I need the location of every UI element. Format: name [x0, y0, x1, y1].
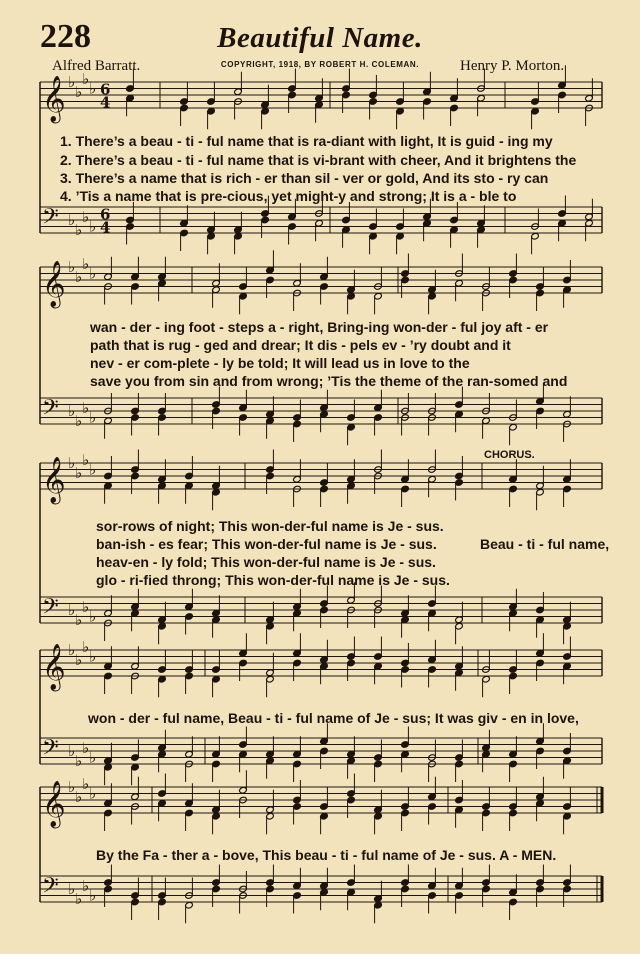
- composer-credit: Henry P. Morton.: [460, 58, 565, 74]
- verse-4-line-3: glo - ri-fied throng; This won-der-ful name is Je - sus.: [96, 572, 450, 588]
- flat-icon: ♭: [68, 211, 76, 229]
- flat-icon: ♭: [75, 889, 83, 908]
- bass-clef-icon: 𝄢: [42, 735, 59, 766]
- flat-icon: ♭: [75, 787, 83, 806]
- flat-icon: ♭: [89, 217, 97, 236]
- flat-icon: ♭: [89, 408, 97, 427]
- treble-clef-icon: 𝄞: [42, 644, 66, 690]
- verse-2-line-1: 2. There’s a beau - ti - ful name that is vi-brant with cheer, And it brightens the: [60, 152, 577, 168]
- treble-clef-icon: 𝄞: [42, 457, 66, 503]
- chorus-line-3: By the Fa - ther a - bove, This beau - ti - ful name of Je - sus. A - MEN.: [96, 847, 557, 863]
- bass-clef-icon: 𝄢: [42, 594, 59, 625]
- flat-icon: ♭: [68, 601, 76, 619]
- chorus-line-2: won - der - ful name, Beau - ti - ful name of Je - sus; It was giv - en in love,: [88, 710, 579, 726]
- flat-icon: ♭: [89, 607, 97, 626]
- flat-icon: ♭: [82, 450, 90, 469]
- flat-icon: ♭: [82, 597, 90, 616]
- lyricist-credit: Alfred Barratt.: [52, 58, 141, 74]
- time-signature-digit: 6: [100, 80, 111, 99]
- flat-icon: ♭: [75, 463, 83, 482]
- flat-icon: ♭: [82, 774, 90, 793]
- flat-icon: ♭: [68, 742, 76, 760]
- bass-clef-icon: 𝄢: [42, 395, 59, 426]
- hymn-title: Beautiful Name.: [217, 22, 423, 54]
- flat-icon: ♭: [82, 254, 90, 273]
- flat-icon: ♭: [68, 880, 76, 898]
- flat-icon: ♭: [89, 784, 97, 803]
- flat-icon: ♭: [75, 751, 83, 770]
- flat-icon: ♭: [89, 748, 97, 767]
- verse-2-line-3: ban-ish - es fear; This won-der-ful name is Je - sus.: [96, 536, 437, 552]
- flat-icon: ♭: [82, 398, 90, 417]
- flat-icon: ♭: [68, 258, 76, 276]
- flat-icon: ♭: [68, 641, 76, 659]
- bass-clef-icon: 𝄢: [42, 873, 59, 904]
- flat-icon: ♭: [82, 207, 90, 226]
- flat-icon: ♭: [75, 267, 83, 286]
- flat-icon: ♭: [82, 738, 90, 757]
- verse-1-line-1: 1. There’s a beau - ti - ful name that is ra-diant with light, It is guid - ing my: [60, 133, 553, 149]
- flat-icon: ♭: [89, 264, 97, 283]
- verse-4-line-2: save you from sin and from wrong; ’Tis the theme of the ran-somed and: [90, 373, 568, 389]
- hymn-number: 228: [40, 18, 91, 55]
- copyright-notice: COPYRIGHT, 1918, BY ROBERT H. COLEMAN.: [220, 60, 420, 69]
- chorus-label: CHORUS.: [484, 449, 535, 461]
- verse-2-line-2: path that is rug - ged and drear; It dis - pels ev - ’ry doubt and it: [90, 337, 511, 353]
- treble-clef-icon: 𝄞: [42, 76, 66, 122]
- flat-icon: ♭: [68, 402, 76, 420]
- flat-icon: ♭: [89, 886, 97, 905]
- flat-icon: ♭: [89, 79, 97, 98]
- bass-clef-icon: 𝄢: [42, 204, 59, 235]
- flat-icon: ♭: [82, 69, 90, 88]
- verse-3-line-1: 3. There’s a name that is rich - er than sil - ver or gold, And its sto - ry can: [60, 170, 549, 186]
- flat-icon: ♭: [82, 876, 90, 895]
- flat-icon: ♭: [75, 411, 83, 430]
- verse-3-line-2: nev - er com-plete - ly be told; It will lead us in love to the: [90, 355, 470, 371]
- flat-icon: ♭: [89, 647, 97, 666]
- flat-icon: ♭: [75, 610, 83, 629]
- flat-icon: ♭: [68, 73, 76, 91]
- flat-icon: ♭: [68, 778, 76, 796]
- chorus-line-1: Beau - ti - ful name,: [480, 536, 610, 552]
- verse-1-line-3: sor-rows of night; This won-der-ful name is Je - sus.: [96, 518, 444, 534]
- flat-icon: ♭: [75, 220, 83, 239]
- verse-4-line-1: 4. ’Tis a name that is pre-cious, yet might-y and strong; It is a - ble to: [60, 188, 517, 204]
- flat-icon: ♭: [89, 460, 97, 479]
- flat-icon: ♭: [68, 454, 76, 472]
- flat-icon: ♭: [75, 650, 83, 669]
- verse-3-line-3: heav-en - ly fold; This won-der-ful name is Je - sus.: [96, 554, 436, 570]
- time-signature-digit: 4: [100, 93, 111, 112]
- flat-icon: ♭: [75, 82, 83, 101]
- time-signature-digit: 6: [100, 205, 111, 224]
- time-signature-digit: 4: [100, 218, 111, 237]
- treble-clef-icon: 𝄞: [42, 261, 66, 307]
- treble-clef-icon: 𝄞: [42, 781, 66, 827]
- flat-icon: ♭: [82, 637, 90, 656]
- verse-1-line-2: wan - der - ing foot - steps a - right, Bring-ing won-der - ful joy aft - er: [90, 319, 549, 335]
